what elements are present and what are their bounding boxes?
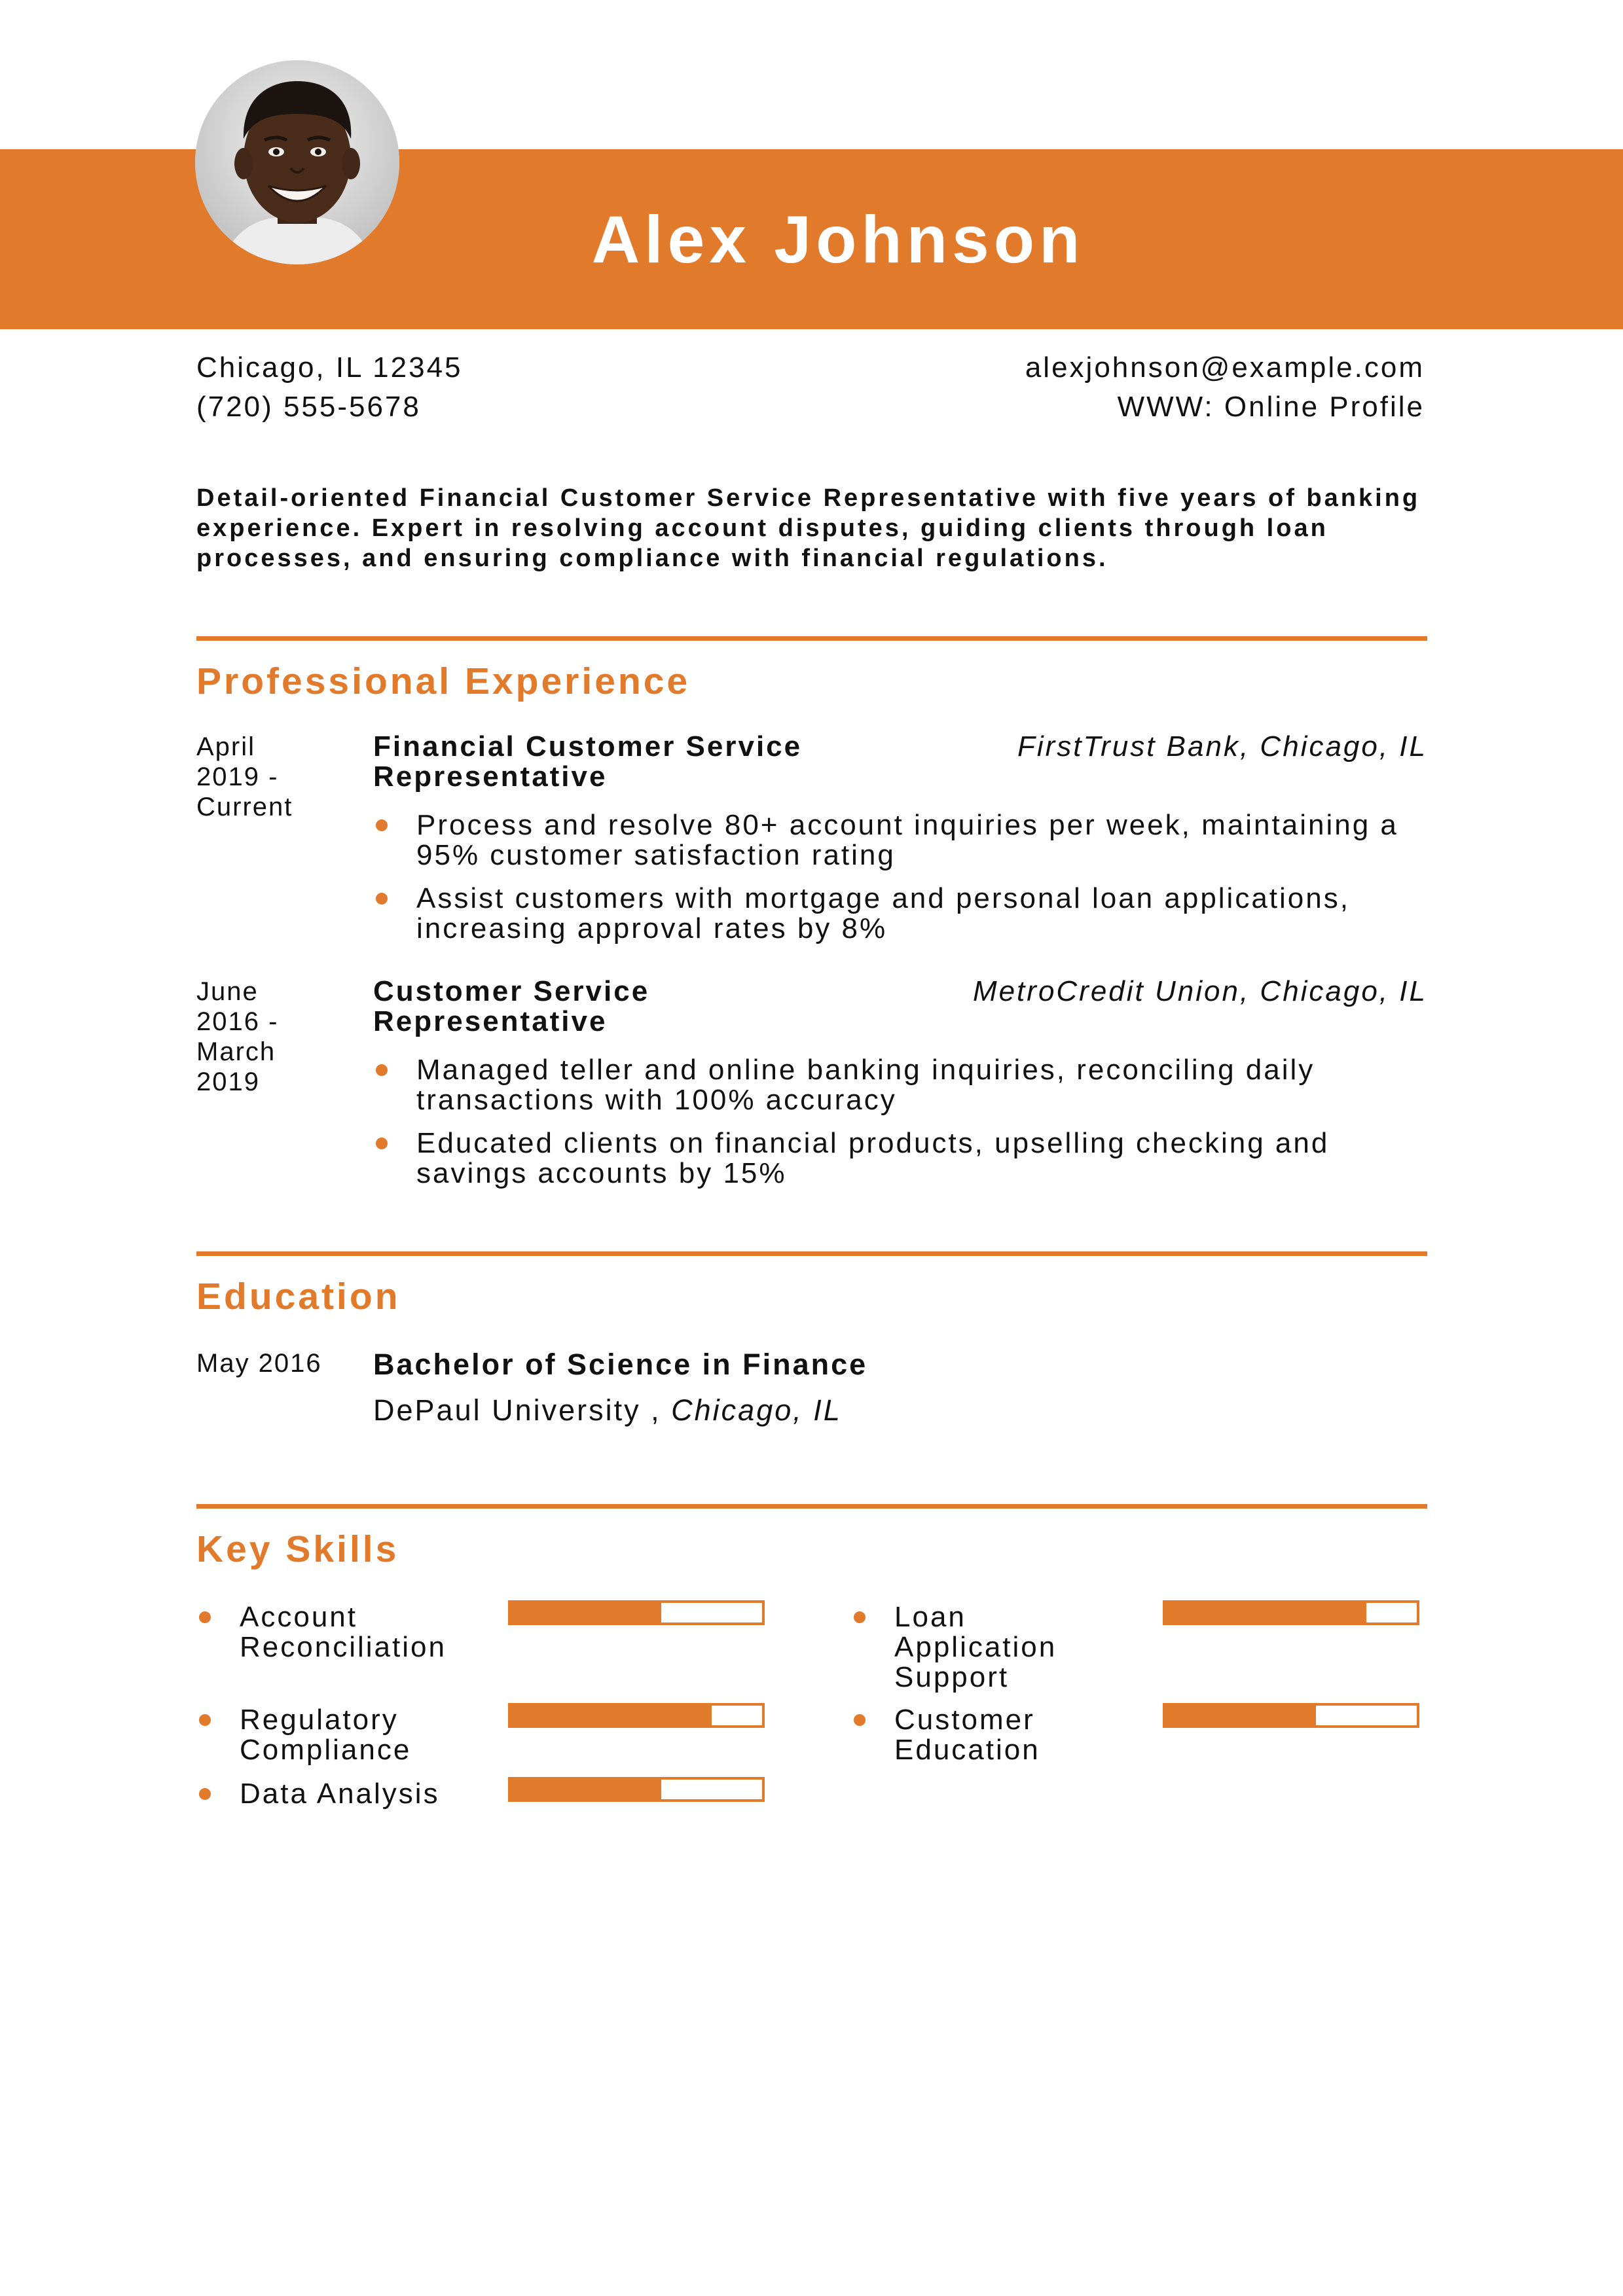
- list-item: [373, 1128, 1427, 1189]
- profile-photo: [195, 60, 399, 264]
- skill-name: Account Reconciliation: [240, 1601, 447, 1663]
- job-organization: FirstTrust Bank, Chicago, IL: [1017, 730, 1427, 762]
- job-date-line: June: [196, 977, 259, 1006]
- skill-item: [240, 1602, 488, 1662]
- list-item: [373, 884, 1427, 944]
- job-date-line: 2019: [196, 1067, 260, 1096]
- skill-level-fill: [1165, 1603, 1366, 1623]
- job-organization: MetroCredit Union, Chicago, IL: [972, 975, 1427, 1007]
- skill-level-bar: [1163, 1703, 1419, 1728]
- bullet-dot-icon: [199, 1611, 211, 1623]
- section-divider: [196, 1251, 1427, 1256]
- skill-name: Data Analysis: [240, 1778, 440, 1810]
- profile-photo-image: [195, 60, 399, 264]
- bullet-dot-icon: [376, 1138, 388, 1149]
- bullet-dot-icon: [376, 1064, 388, 1076]
- skill-name: Customer Education: [894, 1704, 1040, 1766]
- job-date-line: 2016 -: [196, 1007, 279, 1036]
- bullet-dot-icon: [199, 1714, 211, 1726]
- section-divider: [196, 636, 1427, 641]
- bullet-dot-icon: [854, 1611, 866, 1623]
- skill-level-fill: [511, 1603, 661, 1623]
- education-school: DePaul University: [373, 1393, 641, 1427]
- skill-level-bar: [508, 1600, 765, 1625]
- contact-website[interactable]: WWW: Online Profile: [1117, 391, 1425, 423]
- education-location: Chicago, IL: [671, 1393, 842, 1427]
- bullet-dot-icon: [854, 1714, 866, 1726]
- professional-summary: Detail-oriented Financial Customer Service Representative with five years of banking experience. Expert in resolving account disputes, guiding clients through loan processes, and ensuring compliance with financial regulations.: [196, 484, 1421, 572]
- contact-address: Chicago, IL 12345: [196, 351, 463, 384]
- candidate-name: Alex Johnson: [591, 202, 1085, 277]
- bullet-text: Process and resolve 80+ account inquiries per week, maintaining a 95% customer satisfaction rating: [416, 809, 1398, 871]
- job-date-line: Current: [196, 793, 293, 821]
- section-title-experience: Professional Experience: [196, 660, 691, 702]
- bullet-dot-icon: [376, 819, 388, 831]
- bullet-text: Managed teller and online banking inquiries, reconciling daily transactions with 100% accuracy: [416, 1054, 1315, 1116]
- education-degree: Bachelor of Science in Finance: [373, 1348, 868, 1381]
- section-title-education: Education: [196, 1276, 401, 1318]
- contact-email[interactable]: alexjohnson@example.com: [1025, 351, 1425, 384]
- bullet-text: Assist customers with mortgage and personal loan applications, increasing approval rates by 8%: [416, 882, 1350, 944]
- job-bullets: [373, 1055, 1427, 1202]
- skill-item: [894, 1705, 1117, 1765]
- skill-level-fill: [511, 1780, 661, 1799]
- bullet-text: Educated clients on financial products, upselling checking and savings accounts by 15%: [416, 1127, 1330, 1189]
- skill-name: Regulatory Compliance: [240, 1704, 412, 1766]
- section-title-skills: Key Skills: [196, 1528, 399, 1570]
- skill-item: [240, 1779, 488, 1809]
- bullet-dot-icon: [199, 1788, 211, 1800]
- skill-name: Loan Application Support: [894, 1601, 1057, 1693]
- job-title: Financial Customer Service Representative: [373, 730, 803, 793]
- job-date: [196, 732, 354, 822]
- education-date: May 2016: [196, 1349, 322, 1378]
- job-date-line: April: [196, 732, 256, 761]
- job-bullets: [373, 810, 1427, 957]
- skill-level-fill: [1165, 1706, 1316, 1725]
- job-date-line: March: [196, 1037, 276, 1066]
- job-date-line: 2019 -: [196, 762, 279, 791]
- list-item: [373, 1055, 1427, 1115]
- skill-item: [240, 1705, 488, 1765]
- skill-level-bar: [508, 1777, 765, 1802]
- job-title: Customer Service Representative: [373, 975, 650, 1037]
- skill-item: [894, 1602, 1117, 1693]
- skill-level-fill: [511, 1706, 712, 1725]
- list-item: [373, 810, 1427, 870]
- contact-phone: (720) 555-5678: [196, 391, 421, 423]
- skill-level-bar: [508, 1703, 765, 1728]
- bullet-dot-icon: [376, 893, 388, 905]
- skill-level-bar: [1163, 1600, 1419, 1625]
- education-school-line: DePaul University , Chicago, IL: [373, 1393, 842, 1427]
- job-date: [196, 977, 354, 1097]
- section-divider: [196, 1504, 1427, 1509]
